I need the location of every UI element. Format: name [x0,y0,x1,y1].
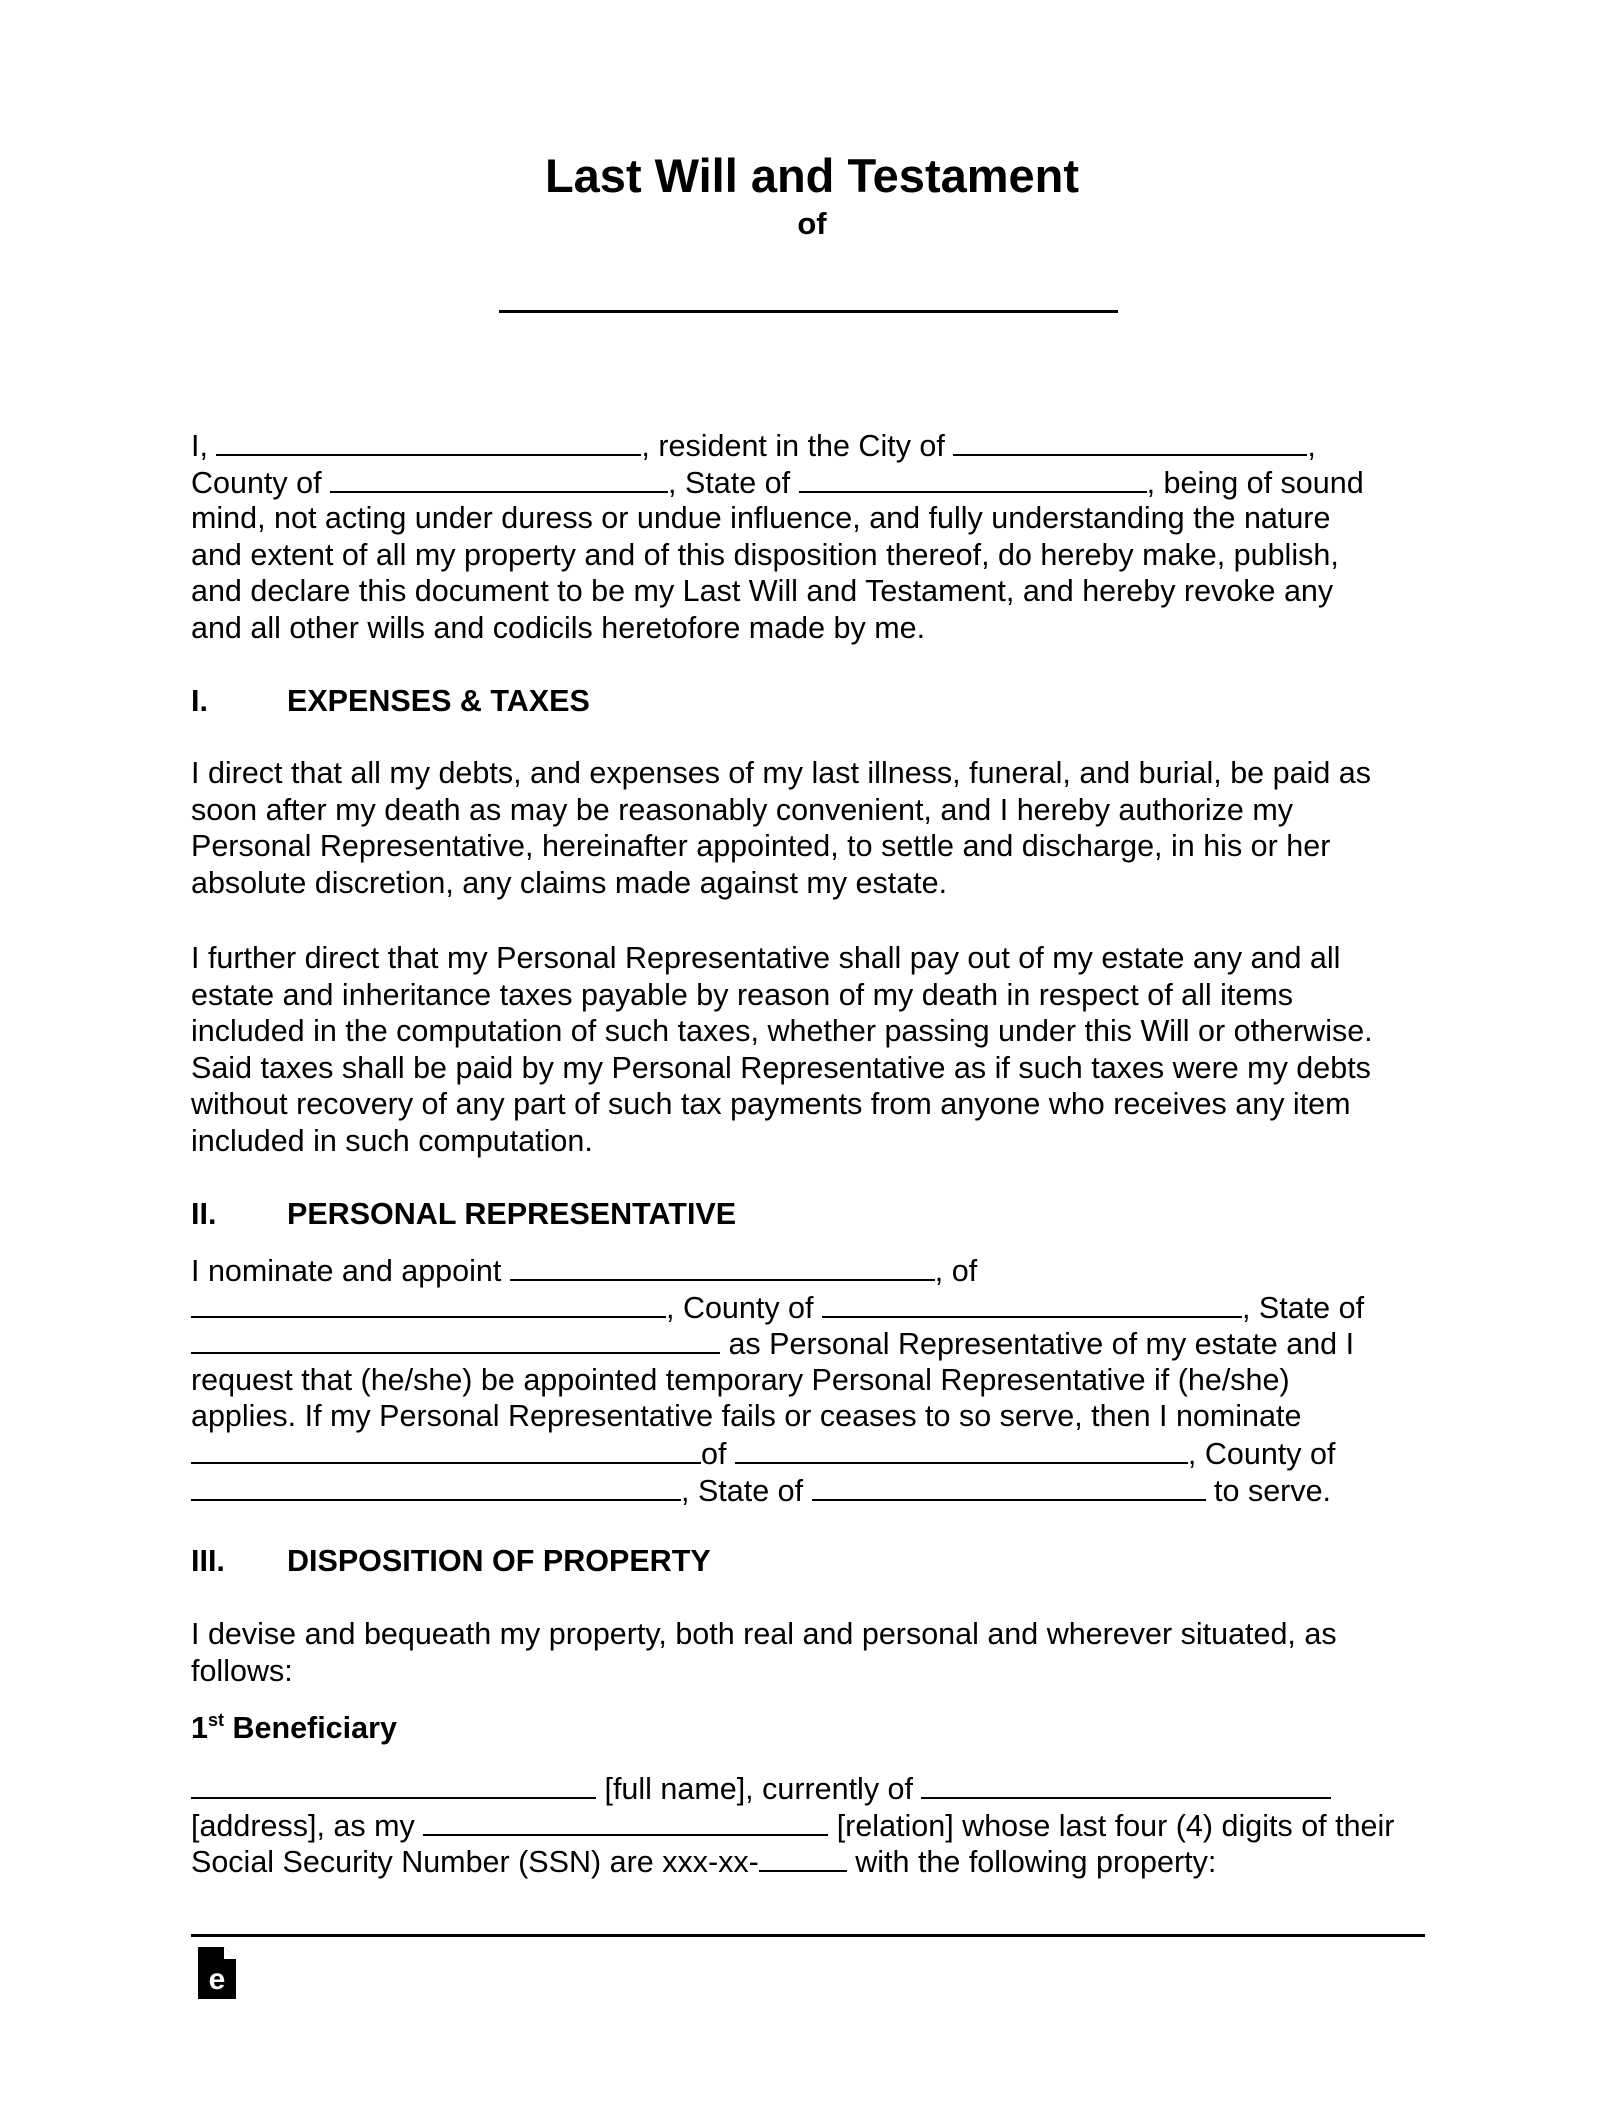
personal-representative-paragraph: I nominate and appoint , of , County of , State of as Personal Representative of my estate and I request that (he/she) be appointed temporary Personal Representative if (he/she) applies. If my Personal Representative fails or ceases to so serve, then I nominate of , County of , State of to serve. [191,1254,1365,1508]
alternate-representative-city-field[interactable] [735,1435,1188,1464]
alternate-representative-county-field[interactable] [191,1472,681,1501]
representative-city-field[interactable] [191,1289,666,1318]
beneficiary-paragraph: [full name], currently of [address], as my [relation] whose last four (4) digits of their Social Security Number (SSN) are xxx-xx- with the following property: [191,1772,1395,1880]
representative-name-field[interactable] [510,1252,935,1281]
beneficiary-ssn-field[interactable] [759,1843,847,1872]
footer-divider [191,1934,1425,1937]
expenses-paragraph-2: I further direct that my Personal Representative shall pay out of my estate any and all estate and inheritance taxes payable by reason of my death in respect of all items included in the computation of such taxes, whether passing under this Will or otherwise. Said taxes shall be paid by my Personal Representative as if such taxes were my debts without recovery of any part of such tax payments from anyone who receives any item included in such computation. [191,941,1373,1158]
city-field[interactable] [953,427,1307,456]
beneficiary-heading: 1st Beneficiary [191,1710,397,1745]
document-title: Last Will and Testament [544,149,1080,202]
testator-name-field[interactable] [216,427,641,456]
document-subtitle: of [797,206,827,241]
alternate-representative-state-field[interactable] [812,1472,1206,1501]
svg-text:e: e [208,1963,226,1996]
beneficiary-name-field[interactable] [191,1770,596,1799]
section-heading-disposition: III. DISPOSITION OF PROPERTY [191,1544,711,1578]
representative-county-field[interactable] [822,1289,1242,1318]
intro-paragraph: I, , resident in the City of , County of , State of , being of sound mind, not acting under duress or undue influence, and fully understanding the nature and extent of all my property and of this disposition thereof, do hereby make, publish, and declare this document to be my Last Will and Testament, and hereby revoke any and all other wills and codicils heretofore made by me. [191,429,1364,645]
disposition-paragraph: I devise and bequeath my property, both real and personal and wherever situated, as follows: [191,1617,1337,1688]
county-field[interactable] [330,464,668,493]
state-field[interactable] [799,464,1147,493]
section-heading-personal-representative: II. PERSONAL REPRESENTATIVE [191,1197,737,1231]
alternate-representative-name-field[interactable] [191,1435,701,1464]
section-heading-expenses: I. EXPENSES & TAXES [191,684,590,718]
representative-state-field[interactable] [191,1325,720,1354]
beneficiary-relation-field[interactable] [423,1807,828,1836]
eforms-logo-icon [198,1947,236,1999]
beneficiary-address-field[interactable] [921,1770,1331,1799]
testator-name-blank[interactable] [499,310,1118,313]
expenses-paragraph-1: I direct that all my debts, and expenses of my last illness, funeral, and burial, be paid as soon after my death as may be reasonably convenient, and I hereby authorize my Personal Representative, hereinafter appointed, to settle and discharge, in his or her absolute discretion, any claims made against my estate. [191,756,1371,900]
